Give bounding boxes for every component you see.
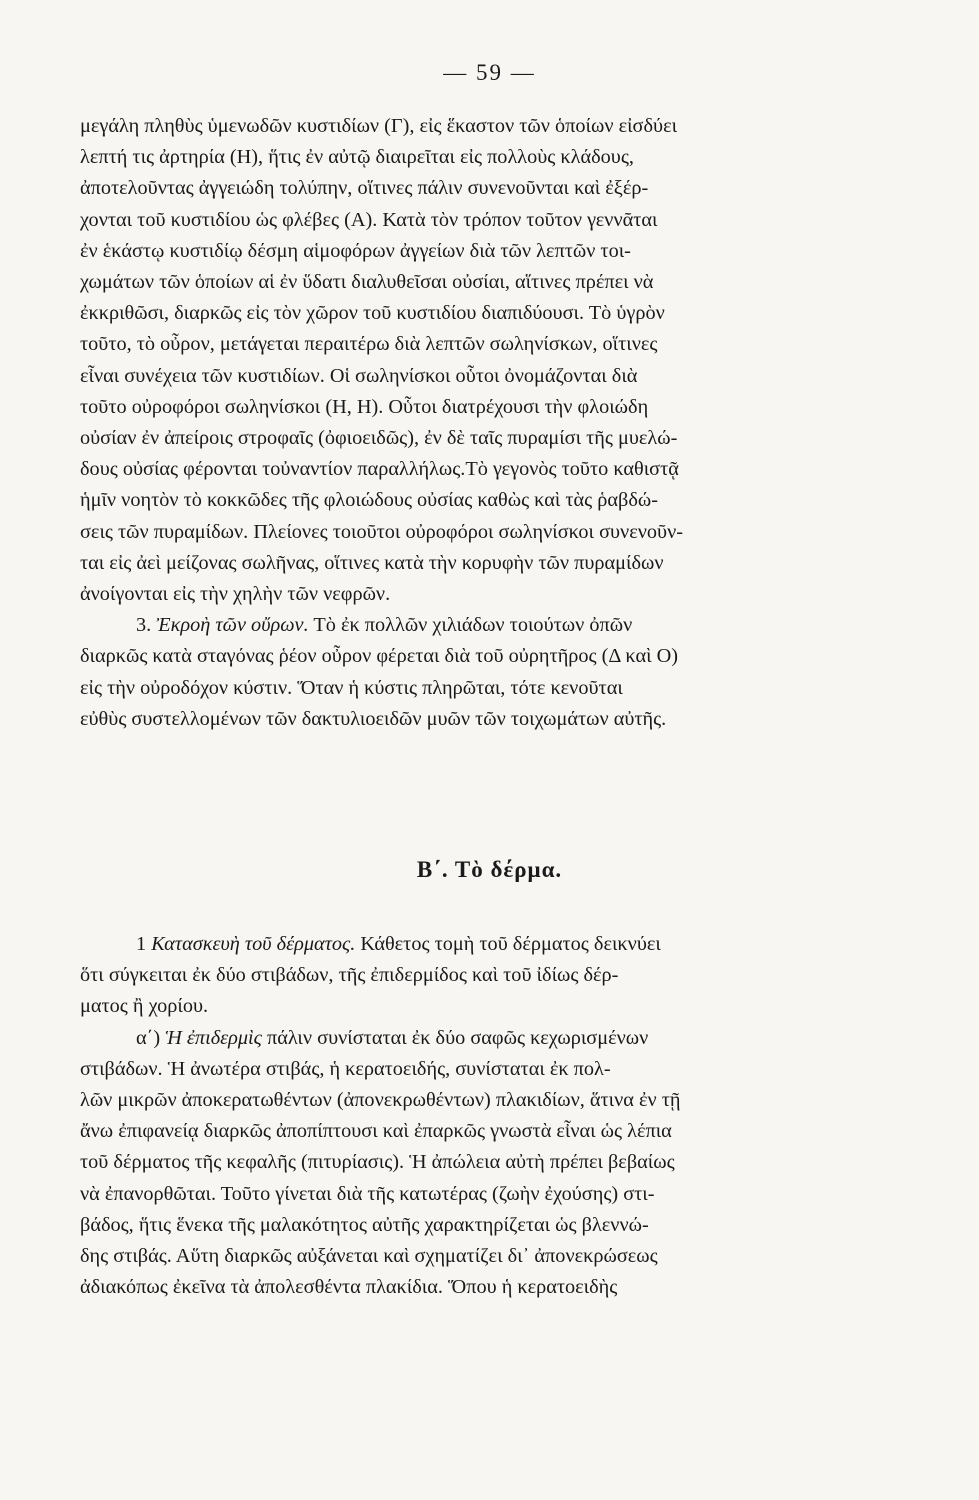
text-line: σεις τῶν πυραμίδων. Πλείονες τοιοῦτοι οὐροφόροι σωληνίσκοι συνενοῦν- xyxy=(80,520,684,543)
paragraph-epidermis xyxy=(80,1023,868,1304)
text-line: τοῦτο, τὸ οὖρον, μετάγεται περαιτέρω διὰ λεπτῶν σωληνίσκων, οἵτινες xyxy=(80,333,658,356)
text-line: δης στιβάς. Αὕτη διαρκῶς αὐξάνεται καὶ σχηματίζει δι᾽ ἀπονεκρώσεως xyxy=(80,1245,658,1268)
section-heading: Β΄. Τὸ δέρμα. xyxy=(416,857,563,882)
text-line: ἐν ἑκάστῳ κυστιδίῳ δέσμη αἱμοφόρων ἀγγείων διὰ τῶν λεπτῶν τοι- xyxy=(80,239,631,262)
section-one-text xyxy=(80,111,868,735)
text-line: διαρκῶς κατὰ σταγόνας ῥέον οὖρον φέρεται διὰ τοῦ οὐρητῆρος (Δ καὶ Ο) xyxy=(80,645,678,668)
text-line: ἀποτελοῦντας ἀγγειώδη τολύπην, οἵτινες πάλιν συνενοῦνται καὶ ἐξέρ- xyxy=(80,177,649,200)
text-line: δους οὐσίας φέρονται τοὐναντίον παραλλήλως.Τὸ γεγονὸς τοῦτο καθιστᾷ xyxy=(80,458,679,481)
text-line: εἰς τὴν οὐροδόχον κύστιν. Ὅταν ἡ κύστις πληρῶται, τότε κενοῦται xyxy=(80,676,623,699)
text-line: μεγάλη πληθὺς ὑμενωδῶν κυστιδίων (Γ), εἰς ἕκαστον τῶν ὁποίων εἰσδύει xyxy=(80,115,678,137)
text-line: ἄνω ἐπιφανείᾳ διαρκῶς ἀποπίπτουσι καὶ ἐπαρκῶς γνωστὰ εἶναι ὡς λέπια xyxy=(80,1120,672,1143)
paragraph-urine-outflow xyxy=(80,610,868,735)
text-line: Κάθετος τομὴ τοῦ δέρματος δεικνύει xyxy=(360,933,661,955)
text-line: νὰ ἐπανορθῶται. Τοῦτο γίνεται διὰ τῆς κατωτέρας (ζωὴν ἐχούσης) στι- xyxy=(80,1182,655,1205)
text-line: ματος ἢ χορίου. xyxy=(80,995,209,1018)
text-line: ται εἰς ἀεὶ μείζονας σωλῆνας, οἵτινες κατὰ τὴν κορυφὴν τῶν πυραμίδων xyxy=(80,551,664,574)
text-line: τοῦ δέρματος τῆς κεφαλῆς (πιτυρίασις). Ἡ ἀπώλεια αὐτὴ πρέπει βεβαίως xyxy=(80,1151,675,1174)
text-line: ὅτι σύγκειται ἐκ δύο στιβάδων, τῆς ἐπιδερμίδος καὶ τοῦ ἰδίως δέρ- xyxy=(80,964,619,987)
text-line: ἀνοίγονται εἰς τὴν χηλὴν τῶν νεφρῶν. xyxy=(80,583,391,606)
text-line: βάδος, ἥτις ἕνεκα τῆς μαλακότητος αὐτῆς χαρακτηρίζεται ὡς βλεννώ- xyxy=(80,1213,649,1236)
text-line: ἐκκριθῶσι, διαρκῶς εἰς τὸν χῶρον τοῦ κυστιδίου διαπιδύουσι. Τὸ ὑγρὸν xyxy=(80,302,665,325)
section-two-text xyxy=(80,929,868,1303)
text-line: στιβάδων. Ἡ ἀνωτέρα στιβάς, ἡ κερατοειδής, συνίσταται ἐκ πολ- xyxy=(80,1057,611,1080)
text-line: πάλιν συνίσταται ἐκ δύο σαφῶς κεχωρισμένων xyxy=(266,1026,649,1049)
text-line: λῶν μικρῶν ἀποκερατωθέντων (ἀπονεκρωθέντων) πλακιδίων, ἅτινα ἐν τῇ xyxy=(80,1089,681,1112)
text-line: χωμάτων τῶν ὁποίων αἱ ἐν ὕδατι διαλυθεῖσαι οὐσίαι, αἵτινες πρέπει νὰ xyxy=(80,271,654,294)
text-line: λεπτή τις ἀρτηρία (Η), ἥτις ἐν αὐτῷ διαιρεῖται εἰς πολλοὺς κλάδους, xyxy=(80,146,634,169)
paragraph-skin-construction xyxy=(80,929,868,1023)
paragraph-title: Κατασκευὴ τοῦ δέρματος. xyxy=(151,933,356,955)
text-line: χονται τοῦ κυστιδίου ὡς φλέβες (Α). Κατὰ τὸν τρόπον τοῦτον γεννᾶται xyxy=(80,208,658,231)
paragraph-title: Ἡ ἐπιδερμὶς xyxy=(165,1026,262,1049)
paragraph-label: α΄) xyxy=(136,1026,161,1049)
text-line: ἡμῖν νοητὸν τὸ κοκκῶδες τῆς φλοιώδους οὐσίας καθὼς καὶ τὰς ῥαβδώ- xyxy=(80,489,658,512)
paragraph-kidney-structure xyxy=(80,111,868,610)
paragraph-number: 1 xyxy=(136,933,147,955)
text-line: οὐσίαν ἐν ἀπείροις στροφαῖς (ὀφιοειδῶς), ἐν δὲ ταῖς πυραμίσι τῆς μυελώ- xyxy=(80,427,678,450)
text-line: Τὸ ἐκ πολλῶν χιλιάδων τοιούτων ὀπῶν xyxy=(313,614,633,637)
paragraph-number: 3. xyxy=(136,614,152,637)
page-number: — 59 — xyxy=(443,60,536,85)
text-line: εὐθὺς συστελλομένων τῶν δακτυλιοειδῶν μυῶν τῶν τοιχωμάτων αὐτῆς. xyxy=(80,707,667,730)
paragraph-title: Ἐκροὴ τῶν οὔρων. xyxy=(156,614,309,637)
text-line: εἶναι συνέχεια τῶν κυστιδίων. Οἱ σωληνίσκοι οὗτοι ὀνομάζονται διὰ xyxy=(80,364,638,387)
text-line: ἀδιακόπως ἐκεῖνα τὰ ἀπολεσθέντα πλακίδια. Ὅπου ἡ κερατοειδὴς xyxy=(80,1276,618,1299)
text-line: τοῦτο οὐροφόροι σωληνίσκοι (Η, Η). Οὗτοι διατρέχουσι τὴν φλοιώδη xyxy=(80,395,649,418)
